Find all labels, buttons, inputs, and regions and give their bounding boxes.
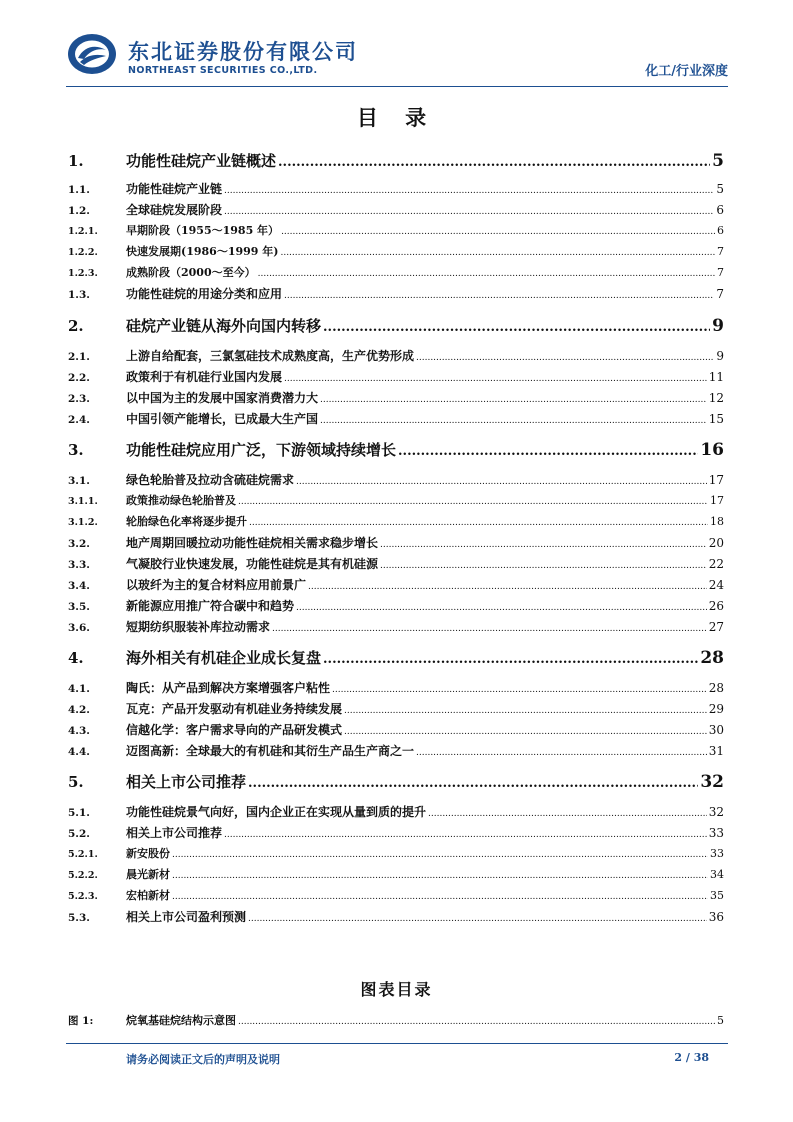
toc-entry-title: 晨光新材 [126, 868, 170, 881]
toc-entry-title: 以玻纤为主的复合材料应用前景广 [126, 578, 307, 592]
toc-entry-title: 快速发展期(1986～1999 年) [126, 245, 279, 258]
toc-leader-dots [398, 444, 698, 459]
toc-entry[interactable] [68, 597, 724, 614]
toc-entry[interactable] [68, 576, 724, 593]
toc-entry-page: 12 [708, 391, 724, 405]
report-category: 化工/行业深度 [645, 64, 728, 79]
toc-entry-title: 信越化学：客户需求导向的产品研发模式 [126, 723, 343, 737]
toc-entry-page: 7 [717, 266, 724, 279]
toc-entry-number: 3. [68, 441, 84, 459]
toc-entry-page: 32 [700, 772, 724, 792]
toc-entry-title: 海外相关有机硅企业成长复盘 [126, 649, 322, 667]
toc-leader-dots [281, 227, 715, 237]
toc-entry-title: 硅烷产业链从海外向国内转移 [126, 317, 322, 335]
toc-entry[interactable] [68, 824, 724, 841]
toc-entry-page: 7 [716, 287, 724, 301]
toc-leader-dots [428, 809, 707, 819]
toc-entry[interactable] [68, 771, 724, 792]
toc-entry-page: 34 [710, 868, 724, 881]
toc-entry[interactable] [68, 887, 724, 903]
toc-entry[interactable] [68, 222, 724, 238]
toc-entry-number: 1.2.2. [68, 247, 98, 258]
toc-leader-dots [272, 624, 707, 634]
figure-entry-title: 烷氧基硅烷结构示意图 [126, 1014, 236, 1027]
toc-entry-title: 新能源应用推广符合碳中和趋势 [126, 599, 295, 613]
toc-entry-title: 早期阶段（1955～1985 年） [126, 224, 280, 237]
toc-entry[interactable] [68, 700, 724, 717]
toc-entry-number: 5.2.1. [68, 849, 98, 860]
toc-entry-page: 9 [712, 316, 724, 336]
toc-entry-number: 3.4. [68, 580, 90, 592]
figure-toc-title: 图表目录 [360, 980, 433, 999]
toc-entry[interactable] [68, 679, 724, 696]
toc-leader-dots [416, 748, 707, 758]
toc-entry-number: 5.3. [68, 912, 90, 924]
toc-entry-page: 22 [708, 557, 724, 571]
toc-entry-number: 5.2.2. [68, 870, 98, 881]
toc-entry-page: 30 [708, 723, 724, 737]
toc-leader-dots [308, 582, 707, 592]
toc-entry[interactable] [68, 150, 724, 171]
toc-entry-title: 新安股份 [126, 847, 170, 860]
toc-entry-page: 6 [716, 203, 724, 217]
toc-entry-title: 短期纺织服装补库拉动需求 [126, 620, 271, 634]
toc-entry[interactable] [68, 618, 724, 635]
toc-entry-number: 3.1.2. [68, 517, 98, 528]
toc-entry-title: 轮胎绿色化率将逐步提升 [126, 515, 247, 528]
toc-leader-dots [258, 269, 715, 279]
toc-entry-number: 4. [68, 649, 84, 667]
toc-entry-title: 政策推动绿色轮胎普及 [126, 494, 236, 507]
toc-leader-dots [284, 291, 714, 301]
toc-title: 目 录 [356, 105, 437, 130]
toc-entry-title: 上游自给配套，三氯氢硅技术成熟度高，生产优势形成 [126, 349, 415, 363]
footer-disclaimer: 请务必阅读正文后的声明及说明 [126, 1053, 280, 1066]
toc-leader-dots [344, 727, 707, 737]
toc-entry-page: 28 [700, 648, 724, 668]
toc-entry-page: 27 [708, 620, 724, 634]
toc-entry[interactable] [68, 513, 724, 529]
toc-leader-dots [284, 374, 707, 384]
toc-entry-page: 29 [708, 702, 724, 716]
toc-leader-dots [224, 186, 714, 196]
toc-entry[interactable] [68, 201, 724, 218]
toc-entry-number: 1.1. [68, 184, 90, 196]
toc-entry-number: 2.1. [68, 351, 90, 363]
toc-entry-page: 18 [710, 515, 724, 528]
toc-leader-dots [248, 914, 707, 924]
footer-divider [66, 1043, 728, 1044]
toc-entry-title: 政策利于有机硅行业国内发展 [126, 370, 283, 384]
toc-entry-title: 相关上市公司推荐 [126, 773, 247, 791]
toc-entry[interactable] [68, 368, 724, 385]
page-header [66, 30, 728, 86]
toc-entry-page: 33 [710, 847, 724, 860]
toc-leader-dots [416, 353, 714, 363]
toc-entry[interactable] [68, 347, 724, 364]
toc-entry-page: 28 [708, 681, 724, 695]
toc-entry-number: 2.3. [68, 393, 90, 405]
toc-leader-dots [344, 706, 707, 716]
toc-leader-dots [323, 652, 698, 667]
toc-entry-page: 24 [708, 578, 724, 592]
toc-entry-title: 成熟阶段（2000～至今） [126, 266, 256, 279]
toc-entry-number: 1.2. [68, 205, 90, 217]
toc-entry-title: 相关上市公司盈利预测 [126, 910, 247, 924]
toc-leader-dots [320, 416, 707, 426]
toc-leader-dots [224, 207, 714, 217]
toc-entry-number: 1.2.3. [68, 268, 98, 279]
toc-entry-number: 3.3. [68, 559, 90, 571]
figure-entry-number: 图 1: [68, 1015, 94, 1027]
toc-entry-page: 36 [708, 910, 724, 924]
toc-entry-title: 地产周期回暖拉动功能性硅烷相关需求稳步增长 [126, 536, 379, 550]
toc-entry-number: 3.6. [68, 622, 90, 634]
toc-entry-number: 1. [68, 152, 84, 170]
toc-entry-page: 17 [710, 494, 724, 507]
toc-leader-dots [296, 603, 707, 613]
toc-leader-dots [296, 477, 707, 487]
toc-leader-dots [172, 871, 708, 881]
toc-entry-title: 功能性硅烷景气向好，国内企业正在实现从量到质的提升 [126, 805, 427, 819]
toc-entry-number: 4.4. [68, 746, 90, 758]
toc-entry-title: 中国引领产能增长，已成最大生产国 [126, 412, 319, 426]
toc-entry-title: 功能性硅烷的用途分类和应用 [126, 287, 283, 301]
toc-entry[interactable] [68, 647, 724, 668]
toc-entry-title: 全球硅烷发展阶段 [126, 203, 223, 217]
toc-entry-title: 功能性硅烷产业链 [126, 182, 223, 196]
toc-entry-number: 4.1. [68, 683, 90, 695]
toc-leader-dots [332, 685, 707, 695]
figure-leader-dots [238, 1017, 715, 1027]
toc-entry-page: 32 [708, 805, 724, 819]
toc-entry-page: 20 [708, 536, 724, 550]
toc-entry-page: 5 [716, 182, 724, 196]
toc-entry-number: 3.1. [68, 475, 90, 487]
toc-entry-page: 33 [708, 826, 724, 840]
toc-entry[interactable] [68, 721, 724, 738]
toc-entry-number: 3.2. [68, 538, 90, 550]
toc-entry-page: 7 [717, 245, 724, 258]
toc-entry-page: 6 [717, 224, 724, 237]
toc-entry-title: 绿色轮胎普及拉动含硫硅烷需求 [126, 473, 295, 487]
page-indicator: 2 / 38 [674, 1051, 709, 1064]
toc-entry-number: 1.2.1. [68, 226, 98, 237]
toc-entry-number: 2.4. [68, 414, 90, 426]
toc-entry-number: 4.2. [68, 704, 90, 716]
toc-entry-number: 5.1. [68, 807, 90, 819]
figure-entry-page: 5 [717, 1014, 724, 1027]
toc-entry-title: 功能性硅烷产业链概述 [126, 152, 277, 170]
toc-leader-dots [224, 830, 707, 840]
toc-entry-title: 陶氏：从产品到解决方案增强客户粘性 [126, 681, 331, 695]
toc-entry-page: 16 [700, 440, 724, 460]
toc-entry-page: 26 [708, 599, 724, 613]
toc-leader-dots [278, 155, 710, 170]
toc-entry-number: 3.1.1. [68, 496, 98, 507]
toc-leader-dots [320, 395, 707, 405]
toc-entry[interactable] [68, 803, 724, 820]
toc-leader-dots [248, 776, 698, 791]
toc-entry[interactable] [68, 285, 724, 302]
toc-entry-number: 5.2.3. [68, 891, 98, 902]
toc-leader-dots [238, 497, 708, 507]
toc-entry[interactable] [68, 534, 724, 551]
toc-entry-page: 11 [708, 370, 724, 384]
toc-entry-page: 9 [716, 349, 724, 363]
toc-entry-page: 31 [708, 744, 724, 758]
toc-entry-page: 5 [712, 151, 724, 171]
toc-entry[interactable] [68, 742, 724, 759]
toc-entry-title: 瓦克：产品开发驱动有机硅业务持续发展 [126, 702, 343, 716]
toc-entry[interactable] [68, 410, 724, 427]
company-logo-icon [66, 32, 118, 76]
figure-toc-entry[interactable] [68, 1012, 724, 1028]
toc-entry-number: 5. [68, 773, 84, 791]
toc-leader-dots [323, 320, 710, 335]
toc-entry[interactable] [68, 492, 724, 508]
toc-leader-dots [249, 518, 708, 528]
toc-leader-dots [380, 561, 707, 571]
toc-entry[interactable] [68, 866, 724, 882]
header-divider [66, 86, 728, 87]
toc-entry[interactable] [68, 315, 724, 336]
toc-entry-number: 3.5. [68, 601, 90, 613]
toc-entry-title: 宏柏新材 [126, 889, 170, 902]
toc-entry-number: 4.3. [68, 725, 90, 737]
toc-entry[interactable] [68, 439, 724, 460]
toc-entry-page: 15 [708, 412, 724, 426]
toc-entry[interactable] [68, 471, 724, 488]
toc-entry[interactable] [68, 264, 724, 280]
company-name-cn: 东北证券股份有限公司 [128, 40, 358, 64]
toc-entry[interactable] [68, 243, 724, 259]
toc-entry-title: 功能性硅烷应用广泛，下游领域持续增长 [126, 441, 397, 459]
toc-entry[interactable] [68, 180, 724, 197]
toc-leader-dots [280, 248, 715, 258]
toc-entry-title: 以中国为主的发展中国家消费潜力大 [126, 391, 319, 405]
toc-entry[interactable] [68, 908, 724, 925]
toc-entry-title: 气凝胶行业快速发展，功能性硅烷是其有机硅源 [126, 557, 379, 571]
toc-entry-title: 相关上市公司推荐 [126, 826, 223, 840]
toc-leader-dots [380, 540, 707, 550]
toc-entry-number: 5.2. [68, 828, 90, 840]
toc-entry-title: 迈图高新：全球最大的有机硅和其衍生产品生产商之一 [126, 744, 415, 758]
company-name-en: NORTHEAST SECURITIES CO.,LTD. [128, 65, 318, 76]
toc-leader-dots [172, 850, 708, 860]
toc-entry[interactable] [68, 389, 724, 406]
toc-entry[interactable] [68, 555, 724, 572]
toc-entry[interactable] [68, 845, 724, 861]
toc-leader-dots [172, 892, 708, 902]
toc-entry-page: 35 [710, 889, 724, 902]
toc-entry-page: 17 [708, 473, 724, 487]
toc-entry-number: 2.2. [68, 372, 90, 384]
toc-entry-number: 1.3. [68, 289, 90, 301]
toc-entry-number: 2. [68, 317, 84, 335]
